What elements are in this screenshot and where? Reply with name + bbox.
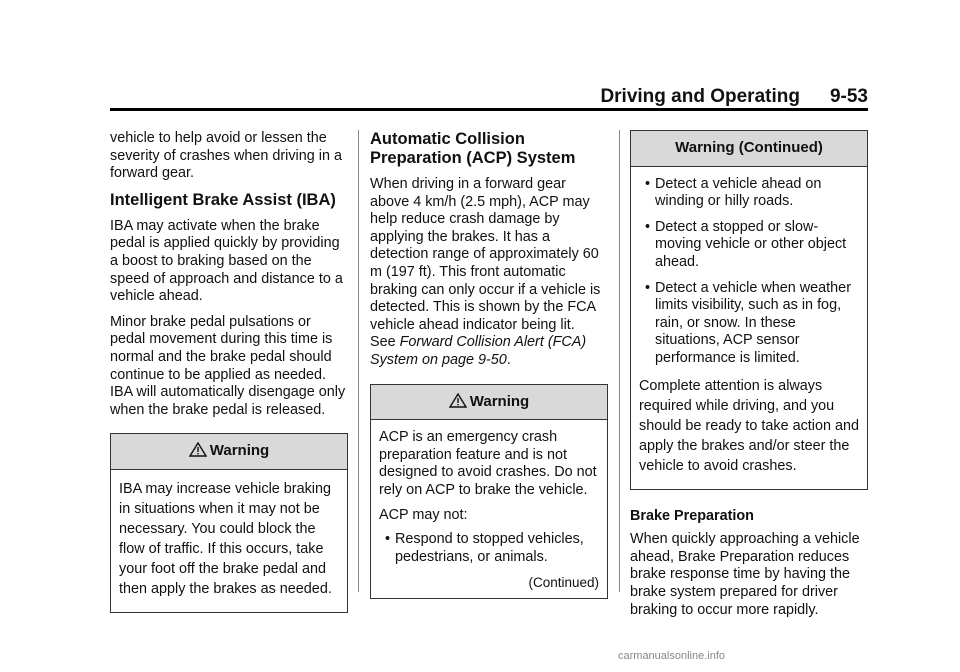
paragraph: Minor brake pedal pulsations or pedal movement during this time is normal and the brake pedal should continue to be applied as needed. IBA will automatically disengage only when the brake pedal is released.	[110, 313, 346, 418]
cross-reference-link[interactable]: Forward Collision Alert (FCA) System on page 9-50	[370, 334, 587, 368]
page-header	[110, 80, 868, 108]
warning-text: IBA may increase vehicle braking in situations when it may not be necessary. You could block the flow of traffic. If this occurs, take your foot off the brake pedal and then apply the brakes as needed.	[119, 480, 332, 597]
warning-text: ACP may not:	[379, 506, 468, 523]
paragraph: vehicle to help avoid or lessen the severity of crashes when driving in a forward gear.	[110, 130, 342, 182]
bullet-icon: •	[385, 531, 391, 548]
warning-title: Warning	[209, 442, 270, 460]
warning-title: Warning	[469, 392, 530, 410]
watermark: carmanualsonline.info	[618, 650, 726, 662]
warning-header	[631, 131, 867, 167]
warning-body	[371, 420, 607, 598]
warning-header	[111, 434, 347, 470]
warning-body	[631, 167, 867, 489]
punctuation: .	[506, 351, 511, 368]
bullet-text: Detect a vehicle ahead on winding or hilly roads.	[655, 175, 822, 210]
column-1	[110, 130, 348, 613]
warning-box-iba	[110, 433, 348, 613]
paragraph: IBA may activate when the brake pedal is applied quickly by providing a boost to braking based on the speed of approach and distance to a vehicle ahead.	[110, 217, 343, 305]
warning-box-acp	[370, 384, 608, 599]
warning-icon	[449, 393, 467, 408]
bullet-item	[645, 280, 859, 368]
paragraph	[370, 176, 608, 370]
bullet-text: Respond to stopped vehicles, pedestrians, or animals.	[395, 531, 584, 565]
bullet-item	[645, 176, 859, 211]
bullet-text: Detect a vehicle when weather limits visibility, such as in fog, rain, or snow. In these situations, ACP sensor performance is limited.	[655, 279, 851, 366]
bullet-item	[645, 219, 859, 272]
bullet-text: Detect a stopped or slow-moving vehicle or other object ahead.	[655, 218, 847, 270]
page-number: 9-53	[829, 86, 868, 107]
bullet-item	[385, 531, 599, 566]
warning-text: Complete attention is always required while driving, and you should be ready to take action and apply the brakes and/or steer the vehicle to avoid crashes.	[639, 377, 860, 474]
paragraph: When quickly approaching a vehicle ahead, Brake Preparation reduces brake response time by having the brake system prepared for driver braking to occur more rapidly.	[630, 531, 860, 618]
heading-acp: Automatic Collision Preparation (ACP) System	[370, 130, 576, 167]
header-rule	[110, 108, 868, 111]
bullet-icon: •	[645, 175, 651, 192]
see-label: See	[370, 334, 396, 351]
warning-icon	[189, 442, 207, 457]
warning-box-continued	[630, 130, 868, 490]
bullet-icon: •	[645, 218, 651, 235]
warning-text: ACP is an emergency crash preparation feature and is not designed to avoid crashes. Do not rely on ACP to brake the vehicle.	[379, 429, 597, 498]
continued-label: (Continued)	[528, 575, 599, 591]
heading-iba: Intelligent Brake Assist (IBA)	[110, 190, 336, 209]
section-title: Driving and Operating	[600, 86, 800, 107]
warning-body	[111, 470, 347, 612]
bullet-icon: •	[645, 279, 651, 296]
heading-brake-preparation: Brake Preparation	[630, 507, 754, 524]
column-3	[630, 130, 868, 627]
warning-header	[371, 385, 607, 421]
column-divider-1	[358, 130, 359, 592]
paragraph-text: When driving in a forward gear above 4 km/h (2.5 mph), ACP may help reduce crash damage by applying the brakes. It has a detection range of approximately 60 m (197 ft). This front automatic braking can only occur if a vehicle is detected. This is shown by the FCA vehicle ahead indicator being lit.	[370, 176, 601, 333]
column-divider-2	[619, 130, 620, 592]
column-2	[370, 130, 608, 599]
warning-title: Warning (Continued)	[675, 139, 823, 156]
